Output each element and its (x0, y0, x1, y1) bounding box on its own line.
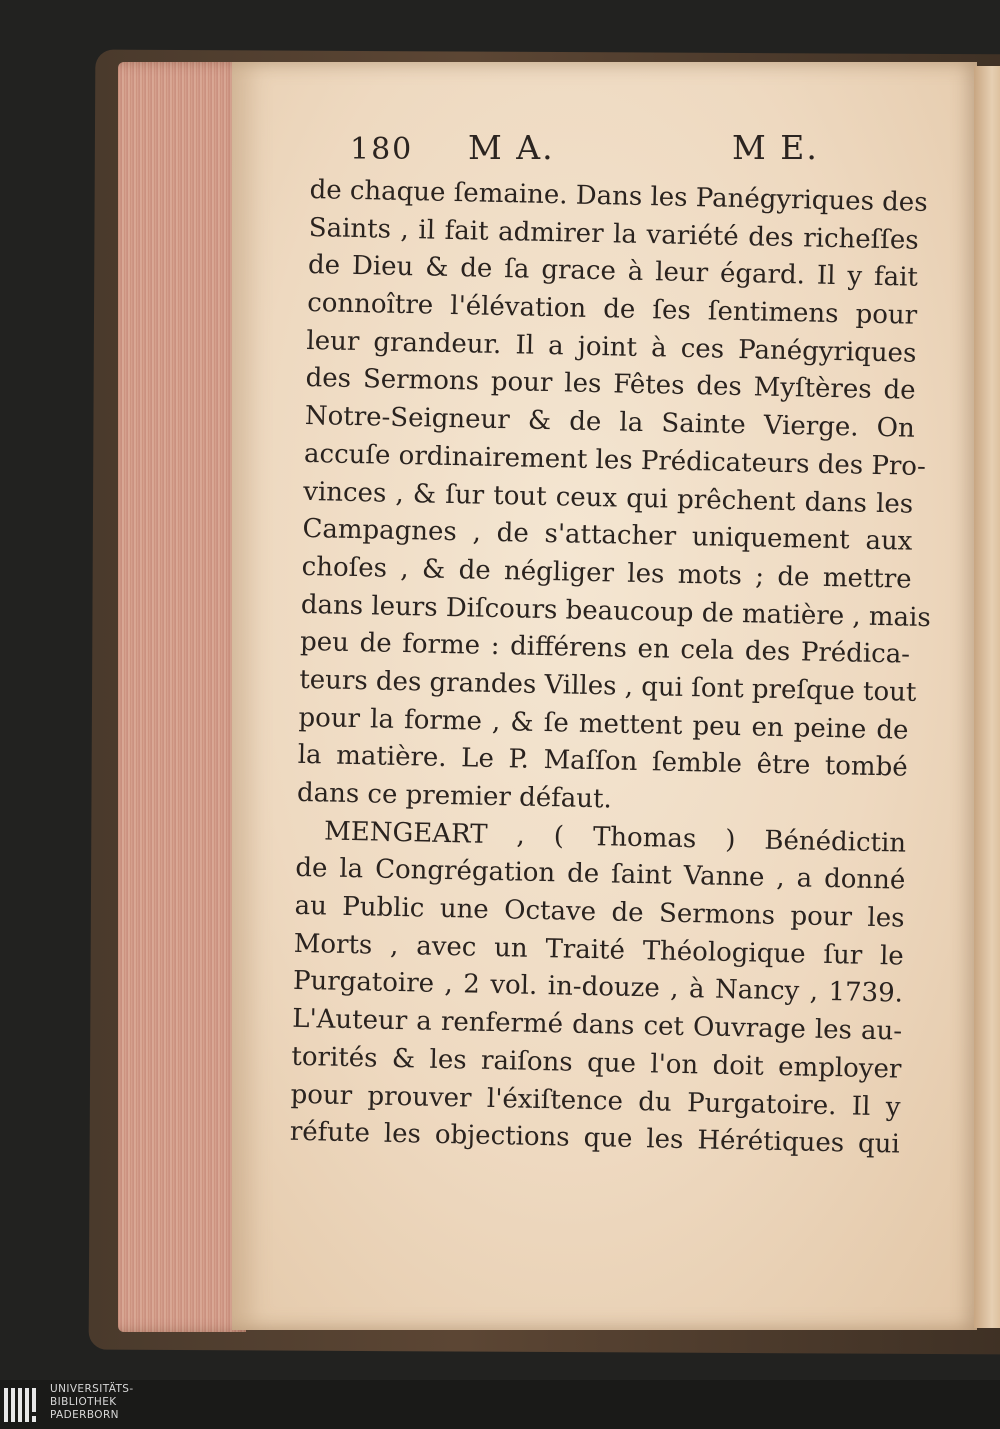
running-header (350, 128, 820, 178)
text-line: de chaque ſemaine. Dans les Panégyriques des (309, 174, 928, 218)
text-line: Campagnes , de s'attacher uniquement aux (302, 514, 913, 557)
page-text (289, 172, 932, 1164)
text-line: connoître l'élévation de ſes ſentimens pour (306, 288, 918, 331)
page-number: 180 (350, 132, 414, 167)
text-line: au Public une Octave de Sermons pour les (294, 890, 905, 934)
entry-heading-line: MENGEART , ( Thomas ) Bénédictin (323, 816, 907, 859)
text-line: teurs des grandes Villes , qui ſont preſque tout (299, 664, 917, 708)
library-name-line: BIBLIOTHEK (50, 1396, 117, 1408)
running-head-left: M A. (468, 128, 555, 167)
text-line: réfute les objections que les Hérétiques qui (289, 1116, 901, 1160)
text-line: la matière. Le P. Maſſon ſemble être tombé (297, 740, 908, 783)
library-logo-icon (4, 1388, 44, 1422)
text-line: de Dieu & de ſa grace à leur égard. Il y fait (307, 250, 919, 294)
text-line: dans ce premier défaut. (296, 777, 613, 815)
text-line: L'Auteur a renfermé dans cet Ouvrage les au- (291, 1003, 903, 1047)
text-line: pour prouver l'éxiſtence du Purgatoire. Il y (290, 1079, 901, 1123)
library-name (50, 1383, 134, 1422)
running-head-right: M E. (732, 128, 819, 167)
text-line: vinces , & ſur tout ceux qui prêchent dans les (302, 476, 914, 520)
text-line: de la Congrégation de ſaint Vanne , a donné (295, 853, 906, 896)
text-line: des Sermons pour les Fêtes des Myſtères de (305, 363, 916, 407)
page-edges (118, 62, 246, 1332)
library-name-line: PADERBORN (50, 1409, 119, 1421)
text-line: torités & les raiſons que l'on doit employer (291, 1041, 902, 1085)
text-line: Notre-Seigneur & de la Sainte Vierge. On (304, 401, 916, 444)
library-footer (0, 1380, 1000, 1429)
text-line: peu de forme : différens en cela des Prédica- (299, 627, 911, 670)
library-name-line: UNIVERSITÄTS- (50, 1383, 134, 1395)
next-page-edge (974, 66, 1000, 1328)
text-line: Saints , il fait admirer la variété des richeſſes (308, 212, 920, 256)
text-line: Morts , avec un Traité Théologique ſur le (293, 928, 905, 972)
text-line: leur grandeur. Il a joint à ces Panégyriques (306, 325, 917, 369)
text-line: dans leurs Diſcours beaucoup de matière , mais (300, 589, 932, 633)
text-line: choſes , & de négliger les mots ; de mettre (301, 551, 912, 595)
text-line: Purgatoire , 2 vol. in-douze , à Nancy , 1739. (292, 966, 904, 1010)
text-line: accuſe ordinairement les Prédicateurs des Pro- (303, 438, 927, 482)
text-line: pour la forme , & ſe mettent peu en peine de (298, 702, 909, 746)
